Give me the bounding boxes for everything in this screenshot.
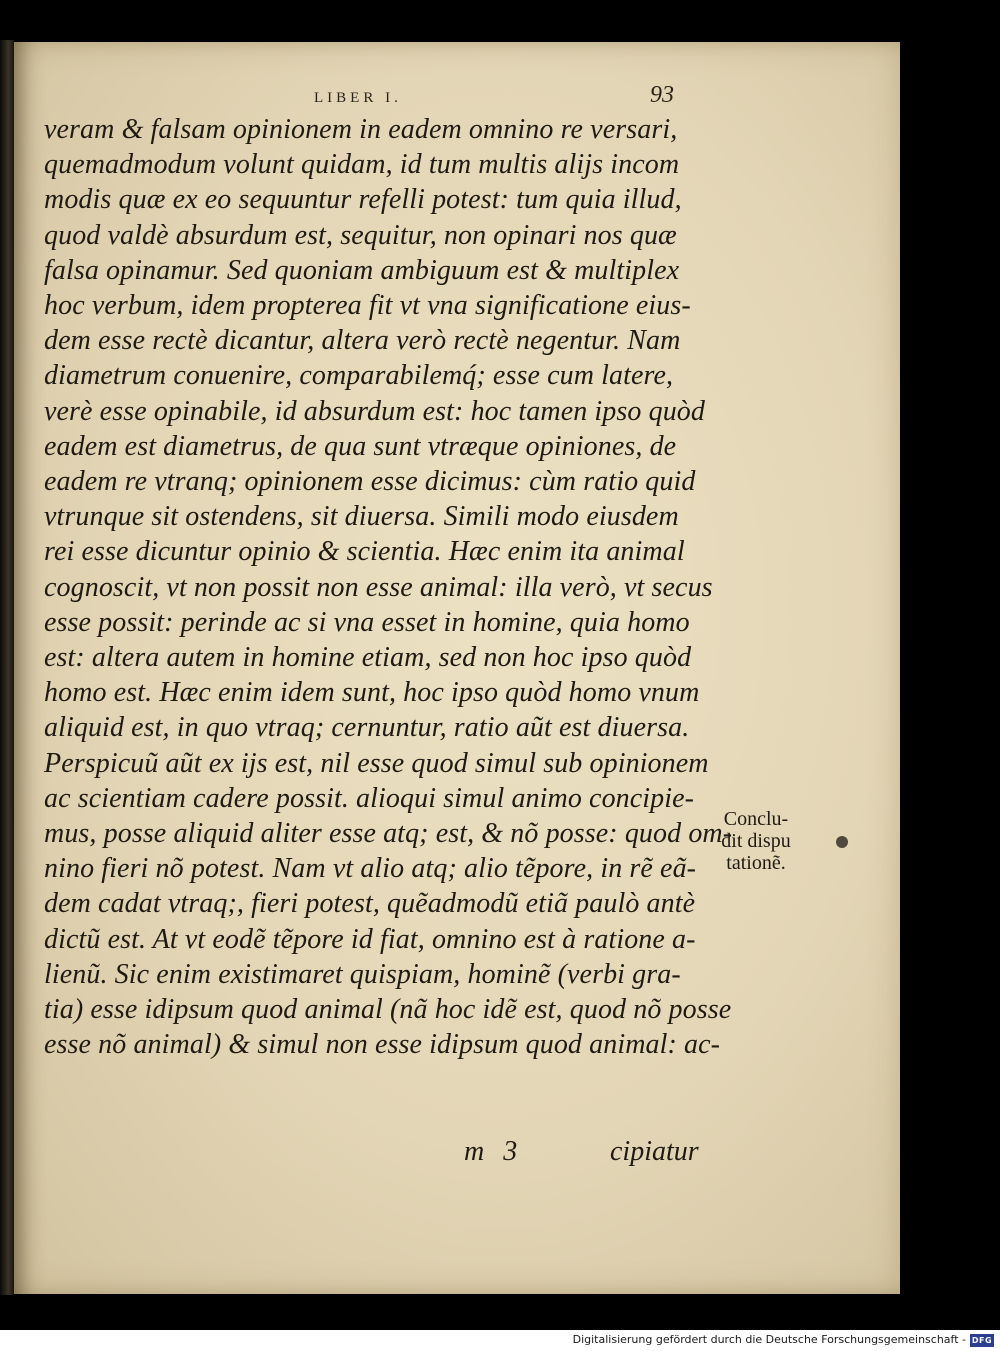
- text-line: ac scientiam cadere possit. alioqui simul animo concipie-: [44, 782, 695, 814]
- marginal-note-line: tationẽ.: [726, 852, 786, 874]
- text-line: esse possit: perinde ac si vna esset in homine, quia homo: [44, 606, 690, 638]
- text-line: vtrunque sit ostendens, sit diuersa. Simili modo eiusdem: [44, 501, 679, 533]
- page-number: 93: [650, 82, 674, 108]
- text-line: veram & falsam opinionem in eadem omnino re versari,: [44, 114, 678, 145]
- footer-bar: [0, 1330, 1000, 1351]
- text-line: verè esse opinabile, id absurdum est: hoc tamen ipso quòd: [44, 395, 706, 427]
- text-line: eadem re vtranq; opinionem esse dicimus: cùm ratio quid: [44, 466, 696, 498]
- text-line: tia) esse idipsum quod animal (nã hoc idẽ est, quod nõ posse: [44, 994, 732, 1026]
- text-line: homo est. Hæc enim idem sunt, hoc ipso quòd homo vnum: [44, 677, 700, 709]
- signature-mark: m 3: [464, 1136, 524, 1167]
- catchword: cipiatur: [610, 1136, 699, 1167]
- text-line: quod valdè absurdum est, sequitur, non opinari nos quæ: [44, 219, 677, 251]
- text-line: diametrum conuenire, comparabilemq́; esse cum latere,: [44, 360, 674, 392]
- text-line: dem esse rectè dicantur, altera verò rectè negentur. Nam: [44, 325, 681, 357]
- text-line: hoc verbum, idem propterea fit vt vna significatione eius-: [44, 290, 691, 322]
- ink-spot: [836, 836, 848, 848]
- dfg-logo-icon[interactable]: DFG: [971, 1336, 993, 1345]
- marginal-note: [716, 808, 796, 874]
- text-line: est: altera autem in homine etiam, sed non hoc ipso quòd: [44, 642, 692, 674]
- funding-credit: Digitalisierung gefördert durch die Deutsche Forschungsgemeinschaft -: [572, 1333, 966, 1346]
- text-line: eadem est diametrus, de qua sunt vtræque opiniones, de: [44, 430, 677, 462]
- text-line: dem cadat vtraq;, fieri potest, quẽadmodũ etiã paulò antè: [44, 888, 696, 920]
- text-line: quemadmodum volunt quidam, id tum multis alijs incom: [44, 149, 680, 181]
- body-text: [44, 112, 733, 1062]
- text-line: nino fieri nõ potest. Nam vt alio atq; alio tẽpore, in rẽ eã-: [44, 853, 697, 885]
- book-cover-edge: [0, 40, 14, 1295]
- text-line: falsa opinamur. Sed quoniam ambiguum est & multiplex: [44, 254, 680, 286]
- text-line: rei esse dicuntur opinio & scientia. Hæc enim ita animal: [44, 536, 685, 568]
- text-line: lienũ. Sic enim existimaret quispiam, hominẽ (verbi gra-: [44, 958, 681, 990]
- marginal-note-line: Conclu-: [723, 808, 789, 830]
- text-line: aliquid est, in quo vtraq; cernuntur, ratio aũt est diuersa.: [44, 712, 690, 744]
- text-line: Perspicuũ aũt ex ijs est, nil esse quod simul sub opinionem: [44, 747, 709, 779]
- text-line: mus, posse aliquid aliter esse atq; est, & nõ posse: quod om-: [44, 818, 733, 850]
- running-head: LIBER I.: [314, 90, 402, 106]
- text-line: dictũ est. At vt eodẽ tẽpore id fiat, omnino est à ratione a-: [44, 923, 696, 955]
- text-line: esse nõ animal) & simul non esse idipsum quod animal: ac-: [44, 1029, 721, 1061]
- text-line: cognoscit, vt non possit non esse animal: illa verò, vt secus: [44, 571, 713, 603]
- text-line: modis quæ ex eo sequuntur refelli potest: tum quia illud,: [44, 184, 682, 216]
- marginal-note-line: dit dispu: [721, 830, 791, 852]
- book-page: [14, 42, 900, 1294]
